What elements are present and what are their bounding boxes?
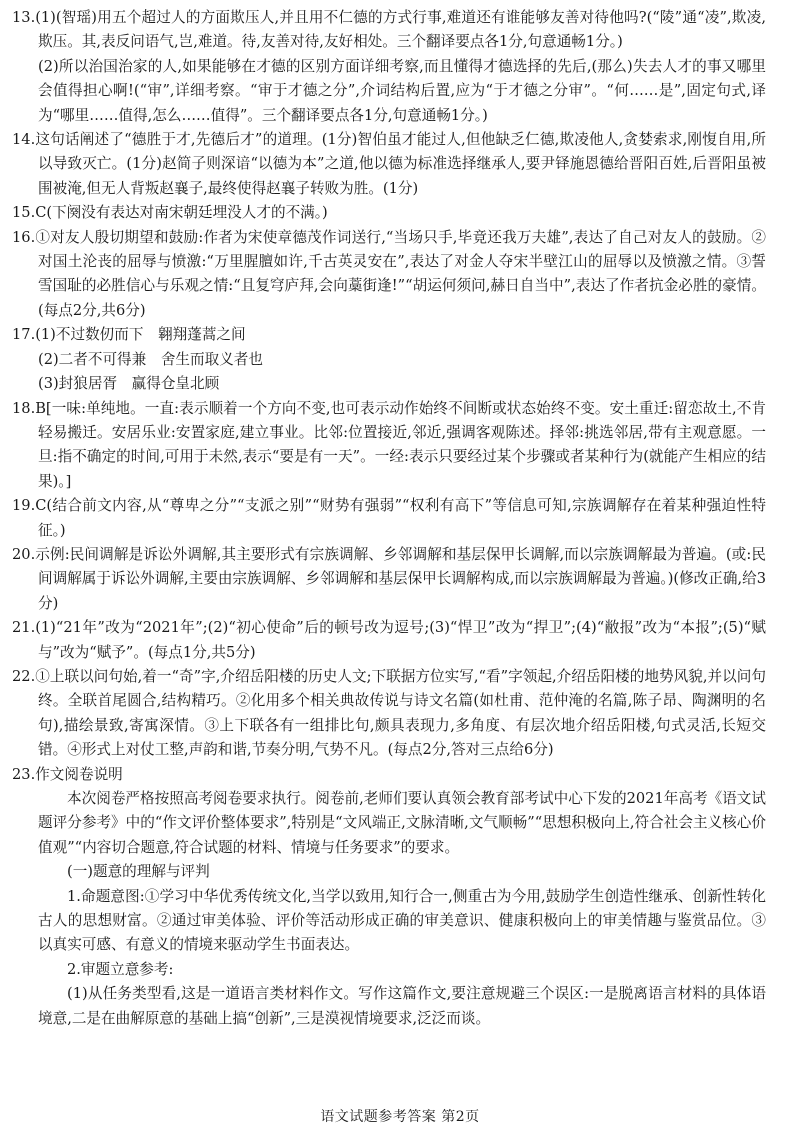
answer-paragraph: 1.命题意图:①学习中华优秀传统文化,当学以致用,知行合一,侧重古为今用,鼓励学生创造性继承、创新性转化古人的思想财富。②通过审美体验、评价等活动形成正确的审美意识、健康积极向上的审美情趣与鉴赏品位。③以真实可感、有意义的情境来驱动学生书面表达。 — [38, 887, 766, 954]
answer-paragraph: 2.审题立意参考: — [67, 960, 174, 978]
answer-paragraph: 21.(1)“21年”改为“2021年”;(2)“初心使命”后的顿号改为逗号;(3)“悍卫”改为“捍卫”;(4)“敝报”改为“本报”;(5)“赋与”改为“赋予”。(每点1分,共5分) — [12, 619, 766, 661]
answer-paragraph: (一)题意的理解与评判 — [67, 863, 210, 881]
answer-paragraph: (2)二者不可得兼 舍生而取义者也 — [38, 350, 263, 368]
answer-paragraph: 19.C(结合前文内容,从“尊卑之分”“支派之别”“财势有强弱”“权利有高下”等信息可知,宗族调解存在着某种强迫性特征。) — [12, 497, 766, 539]
answer-content — [12, 6, 766, 1031]
answer-paragraph: 22.①上联以问句始,着一“奇”字,介绍岳阳楼的历史人文;下联据方位实写,“看”字领起,介绍岳阳楼的地势风貌,并以问句终。全联首尾圆合,结构精巧。②化用多个相关典故传说与诗文名篇(如杜甫、范仲淹的名篇,陈子昂、陶渊明的名句),描绘景致,寄寓深情。③上下联各有一组排比句,颇具表现力,多角度、有层次地介绍岳阳楼,句式灵活,长短交错。④形式上对仗工整,声韵和谐,节奏分明,气势不凡。(每点2分,答对三点给6分) — [12, 667, 767, 759]
answer-paragraph: 本次阅卷严格按照高考阅卷要求执行。阅卷前,老师们要认真领会教育部考试中心下发的2021年高考《语文试题评分参考》中的“作文评价整体要求”,特别是“文风端正,文脉清晰,文气顺畅”“思想积极向上,符合社会主义核心价值观”“内容切合题意,符合试题的材料、情境与任务要求”的要求。 — [38, 790, 766, 856]
answer-paragraph: 13.(1)(智瑶)用五个超过人的方面欺压人,并且用不仁德的方式行事,难道还有谁能够友善对待他吗?(“陵”通“凌”,欺凌,欺压。其,表反问语气,岂,难道。待,友善对待,友好相处。三个翻译要点各1分,句意通畅1分。) — [12, 9, 766, 51]
answer-paragraph: (1)从任务类型看,这是一道语言类材料作文。写作这篇作文,要注意规避三个误区:一是脱离语言材料的具体语境意,二是在曲解原意的基础上搞“创新”,三是漠视情境要求,泛泛而谈。 — [38, 985, 766, 1027]
answer-paragraph: (3)封狼居胥 赢得仓皇北顾 — [38, 375, 220, 393]
answer-paragraph: 14.这句话阐述了“德胜于才,先德后才”的道理。(1分)智伯虽才能过人,但他缺乏仁德,欺凌他人,贪婪索求,刚愎自用,所以导致灭亡。(1分)赵简子则深谙“以德为本”之道,他以德为标准选择继承人,要尹铎施恩德给晋阳百姓,后晋阳虽被围被淹,但无人背叛赵襄子,最终使得赵襄子转败为胜。(1分) — [12, 131, 766, 197]
answer-paragraph: 18.B[一味:单纯地。一直:表示顺着一个方向不变,也可表示动作始终不间断或状态始终不变。安土重迁:留恋故土,不肯轻易搬迁。安居乐业:安置家庭,建立事业。比邻:位置接近,邻近,强调客观陈述。择邻:挑选邻居,带有主观意愿。一旦:指不确定的时间,可用于未然,表示“要是有一天”。一经:表示只要经过某个步骤或者某种行为(就能产生相应的结果)。] — [12, 399, 766, 490]
answer-paragraph: (2)所以治国治家的人,如果能够在才德的区别方面详细考察,而且懂得才德选择的先后,(那么)失去人才的事又哪里会值得担心啊!(“审”,详细考察。“审于才德之分”,介词结构后置,应为“于才德之分审”。“何……是”,固定句式,译为“哪里……值得,怎么……值得”。三个翻译要点各1分,句意通畅1分。) — [38, 57, 766, 124]
page-footer: 语文试题参考答案 第2页 — [320, 1109, 480, 1125]
answer-paragraph: 15.C(下阕没有表达对南宋朝廷埋没人才的不满。) — [12, 204, 328, 222]
answer-paragraph: 23.作文阅卷说明 — [12, 765, 123, 783]
answer-paragraph: 17.(1)不过数仞而下 翱翔蓬蒿之间 — [12, 326, 246, 344]
answer-paragraph: 16.①对友人殷切期望和鼓励:作者为宋使章德茂作词送行,“当场只手,毕竟还我万夫雄”,表达了自己对友人的鼓励。②对国土沦丧的屈辱与愤激:“万里腥膻如许,千古英灵安在”,表达了对金人夺宋半壁江山的屈辱以及愤激之情。③誓雪国耻的必胜信心与乐观之情:“且复穹庐拜,会向藁街逢!”“胡运何须问,赫日自当中”,表达了作者抗金必胜的豪情。(每点2分,共6分) — [12, 228, 766, 319]
answer-paragraph: 20.示例:民间调解是诉讼外调解,其主要形式有宗族调解、乡邻调解和基层保甲长调解,而以宗族调解最为普遍。(或:民间调解属于诉讼外调解,主要由宗族调解、乡邻调解和基层保甲长调解构成,而以宗族调解最为普遍。)(修改正确,给3分) — [12, 545, 766, 612]
